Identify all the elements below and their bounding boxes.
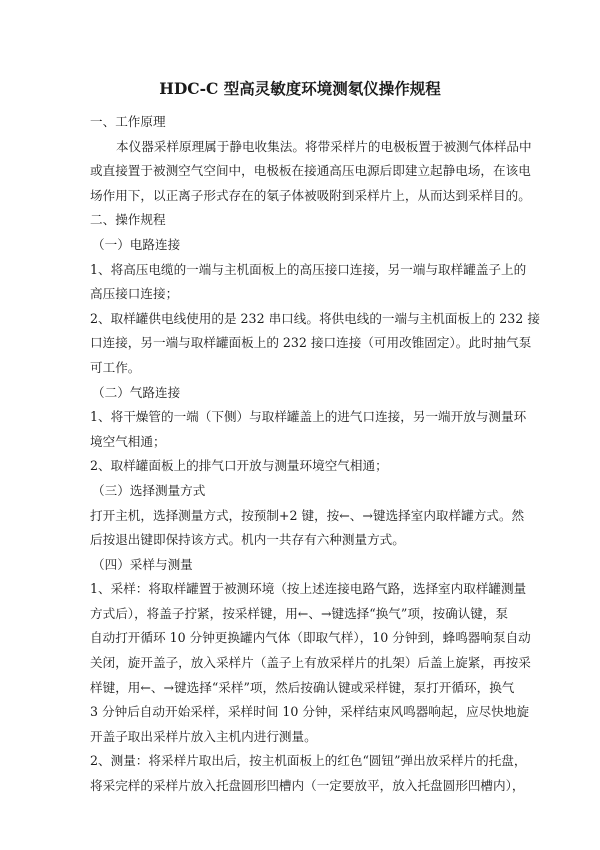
paragraph-line: 后按退出键即保持该方式。机内一共存有六种测量方式。 [90, 532, 405, 548]
paragraph-line: 可工作。 [90, 359, 141, 375]
paragraph-line: 场作用下，以正离子形式存在的氡子体被吸附到采样片上，从而达到采样目的。 [90, 187, 531, 203]
paragraph-line: 高压接口连接； [90, 286, 179, 302]
paragraph-line: 1、采样：将取样罐置于被测环境（按上述连接电路气路，选择室内取样罐测量 [90, 581, 527, 597]
subsection-heading-airway: （二）气路连接 [92, 384, 181, 400]
paragraph-line: 3 分钟后自动开始采样，采样时间 10 分钟，采样结束风鸣器响起，应尽快地旋 [90, 704, 530, 720]
section-heading-principle: 一、工作原理 [90, 114, 166, 129]
paragraph-line: 将采完样的采样片放入托盘圆形凹槽内（一定要放平，放入托盘圆形凹槽内）， [90, 778, 525, 794]
paragraph-line: 关闭，旋开盖子，放入采样片（盖子上有放采样片的扎架）后盖上旋紧，再按采 [90, 655, 531, 671]
paragraph-line: 1、将高压电缆的一端与主机面板上的高压接口连接，另一端与取样罐盖子上的 [90, 261, 527, 277]
section-heading-procedure: 二、操作规程 [90, 212, 166, 228]
subsection-heading-sampling: （四）采样与测量 [92, 556, 193, 572]
paragraph-line: 样键，用←、→键选择“采样”项，然后按确认键或采样键，泵打开循环，换气 [90, 679, 515, 695]
paragraph-line: 2、取样罐供电线使用的是 232 串口线。将供电线的一端与主机面板上的 232 接 [90, 310, 540, 326]
paragraph-line: 2、取样罐面板上的排气口开放与测量环境空气相通； [90, 458, 388, 474]
paragraph-line: 口连接，另一端与取样罐面板上的 232 接口连接（可用改锥固定）。此时抽气泵 [90, 335, 532, 351]
subsection-heading-circuit: （一）电路连接 [92, 236, 181, 252]
paragraph-line: 开盖子取出采样片放入主机内进行测量。 [90, 728, 317, 744]
paragraph-line: 境空气相通； [90, 433, 166, 449]
paragraph-line: 本仪器采样原理属于静电收集法。将带采样片的电极板置于被测气体样品中 [116, 138, 532, 154]
paragraph-line: 2、测量：将采样片取出后，按主机面板上的红色“圆钮”弹出放采样片的托盘， [90, 753, 527, 769]
subsection-heading-mode: （三）选择测量方式 [92, 482, 206, 498]
paragraph-line: 方式后），将盖子拧紧，按采样键，用←、→键选择“换气”项，按确认键，泵 [90, 605, 509, 621]
document-title: HDC-C 型高灵敏度环境测氡仪操作规程 [159, 79, 441, 98]
paragraph-line: 或直接置于被测空气空间中，电极板在接通高压电源后即建立起静电场，在该电 [90, 163, 531, 179]
paragraph-line: 自动打开循环 10 分钟更换罐内气体（即取气样），10 分钟到，蜂鸣器响泵自动 [90, 630, 531, 646]
paragraph-line: 1、将干燥管的一端（下侧）与取样罐盖上的进气口连接，另一端开放与测量环 [90, 409, 527, 425]
paragraph-line: 打开主机，选择测量方式，按预制+2 键，按←、→键选择室内取样罐方式。然 [90, 507, 525, 523]
